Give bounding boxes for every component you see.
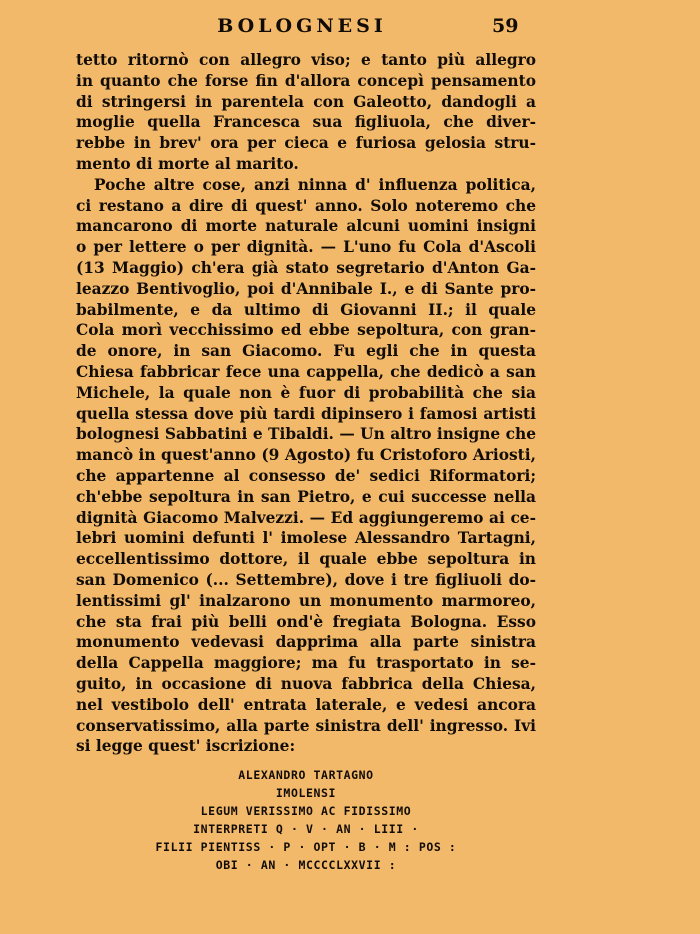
text-line: in quanto che forse fin d'allora concepì pensamento	[76, 71, 536, 90]
text-line: o per lettere o per dignità. — L'uno fu Cola d'Ascoli	[76, 238, 536, 257]
text-line: che sta frai più belli ond'è fregiata Bologna. Esso	[76, 612, 536, 631]
text-line: monumento vedevasi dapprima alla parte sinistra	[76, 633, 536, 652]
running-head	[0, 12, 700, 40]
text-line: Michele, la quale non è fuor di probabilità che sia	[76, 383, 536, 402]
text-line: guito, in occasione di nuova fabbrica della Chiesa,	[76, 674, 536, 693]
text-line: dignità Giacomo Malvezzi. — Ed aggiungeremo ai ce-	[76, 508, 536, 527]
text-line: bolognesi Sabbatini e Tibaldi. — Un altro insigne che	[76, 425, 536, 444]
text-line: che appartenne al consesso de' sedici Riformatori;	[76, 466, 536, 485]
text-line: mancarono di morte naturale alcuni uomini insigni	[76, 217, 536, 236]
text-line: quella stessa dove più tardi dipinsero i famosi artisti	[76, 404, 536, 423]
inscription-line: LEGUM VERISSIMO AC FIDISSIMO	[200, 804, 412, 818]
inscription-line: IMOLENSI	[275, 786, 337, 800]
text-line: eccellentissimo dottore, il quale ebbe sepoltura in	[76, 550, 536, 569]
running-title: BOLOGNESI	[217, 15, 387, 37]
text-line: mancò in quest'anno (9 Agosto) fu Cristoforo Ariosti,	[76, 446, 536, 465]
text-line: mento di morte al marito.	[76, 154, 299, 173]
text-line: nel vestibolo dell' entrata laterale, e vedesi ancora	[76, 695, 536, 714]
page-number: 59	[492, 15, 519, 37]
text-line: ci restano a dire di quest' anno. Solo noteremo che	[76, 196, 536, 215]
text-line: tetto ritornò con allegro viso; e tanto più allegro	[76, 51, 536, 69]
text-line: de onore, in san Giacomo. Fu egli che in questa	[76, 342, 536, 361]
text-line: conservatissimo, alla parte sinistra dell' ingresso. Ivi	[76, 716, 536, 735]
inscription-line: ALEXANDRO TARTAGNO	[238, 768, 374, 782]
inscription-line: INTERPRETI Q · V · AN · LIII ·	[193, 822, 419, 836]
text-line: si legge quest' iscrizione:	[76, 737, 296, 756]
text-line: di stringersi in parentela con Galeotto, dandogli a	[76, 92, 536, 111]
inscription-line: OBI · AN · MCCCCLXXVII :	[215, 858, 397, 872]
text-line: leazzo Bentivoglio, poi d'Annibale I., e di Sante pro-	[76, 279, 536, 298]
body-text	[76, 50, 536, 757]
text-line: san Domenico (... Settembre), dove i tre figliuoli do-	[76, 570, 536, 589]
text-line: Chiesa fabbricar fece una cappella, che dedicò a san	[76, 362, 536, 381]
text-line: Cola morì vecchissimo ed ebbe sepoltura, con gran-	[76, 321, 536, 340]
text-line: Poche altre cose, anzi ninna d' influenza politica,	[94, 175, 536, 194]
text-line: lebri uomini defunti l' imolese Alessandro Tartagni,	[76, 529, 536, 548]
text-line: della Cappella maggiore; ma fu trasportato in se-	[76, 654, 536, 673]
text-line: ch'ebbe sepoltura in san Pietro, e cui successe nella	[76, 487, 536, 506]
text-line: (13 Maggio) ch'era già stato segretario d'Anton Ga-	[76, 258, 536, 277]
inscription-line: FILII PIENTISS · P · OPT · B · M : POS :	[155, 840, 457, 854]
text-line: lentissimi gl' inalzarono un monumento marmoreo,	[76, 591, 536, 610]
epitaph-inscription	[76, 766, 536, 874]
text-line: moglie quella Francesca sua figliuola, che diver-	[76, 113, 536, 132]
text-line: rebbe in brev' ora per cieca e furiosa gelosia stru-	[76, 134, 536, 153]
text-line: babilmente, e da ultimo di Giovanni II.; il quale	[76, 300, 536, 319]
